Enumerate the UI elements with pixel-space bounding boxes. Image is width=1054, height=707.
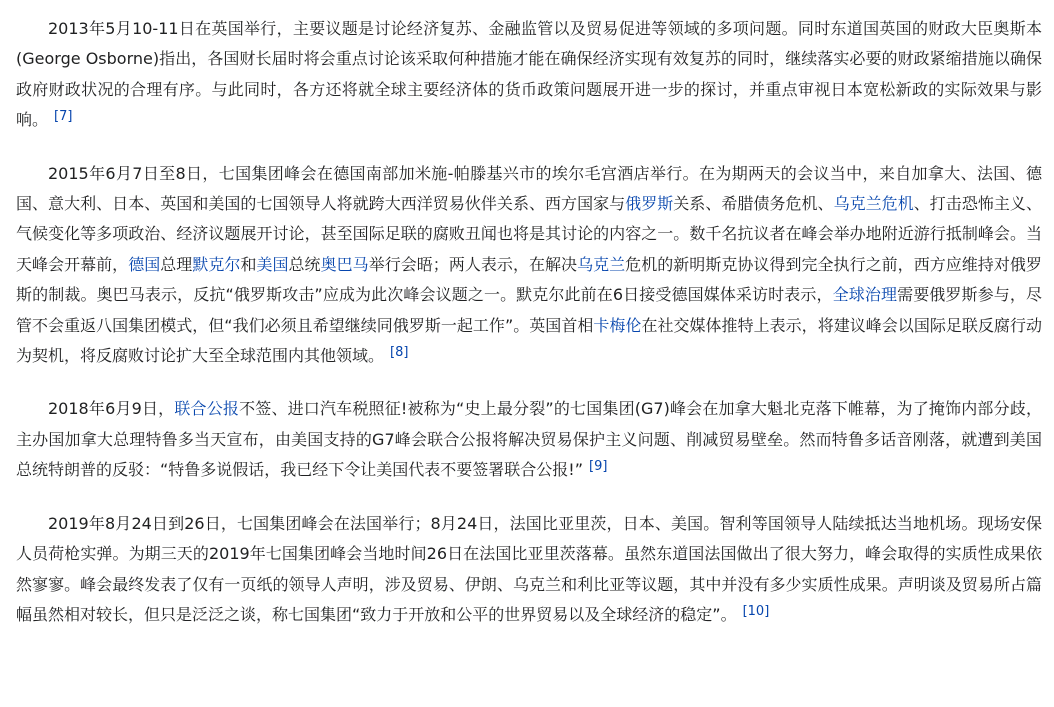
text-segment: 关系、希腊债务危机、 <box>673 194 834 214</box>
text-segment: 在社交媒体推特上表示，将建议峰会以国际足联反腐行动为契机，将反腐败讨论扩大至全球范围内其他领域。 <box>16 315 1042 366</box>
link-usa[interactable]: 美国 <box>256 254 289 274</box>
citation-link-8[interactable]: [8] <box>390 345 409 361</box>
text-segment: 和 <box>240 254 257 274</box>
text-segment: 总理 <box>160 254 193 274</box>
text-segment: 需要俄罗斯参与，尽管不会重返八国集团模式，但“我们必须且希望继续同俄罗斯一起工作”。英国首相 <box>16 285 1042 335</box>
text-segment: 不签、进口汽车税照征!被称为“史上最分裂”的七国集团(G7)峰会在加拿大魁北克落下帷幕，为了掩饰内部分歧，主办国加拿大总理特鲁多当天宣布，由美国支持的G7峰会联合公报将解决贸易保护主义问题、削减贸易壁垒。然而特鲁多话音刚落，就遭到美国总统特朗普的反驳：“特鲁多说假话，我已经下令让美国代表不要签署联合公报!” <box>16 399 1042 480</box>
link-merkel[interactable]: 默克尔 <box>192 254 241 274</box>
text-segment: 2015年6月7日至8日，七国集团峰会在德国南部加米施-帕滕基兴市的埃尔毛宫酒店举行。在为期两天的会议当中，来自加拿大、法国、德国、意大利、日本、英国和美国的七国领导人将就跨大西洋贸易伙伴关系、西方国家与 <box>16 163 1042 214</box>
link-ukraine-crisis[interactable]: 乌克兰危机 <box>833 194 914 214</box>
link-obama[interactable]: 奥巴马 <box>320 254 369 274</box>
paragraph-2013-summit <box>16 14 1042 136</box>
text-segment: 2018年6月9日， <box>48 399 175 419</box>
text-segment: 危机的新明斯克协议得到完全执行之前，西方应维持对俄罗斯的制裁。奥巴马表示，反抗“俄罗斯攻击”应成为此次峰会议题之一。默克尔此前在6日接受德国媒体采访时表示， <box>16 254 1042 305</box>
text-segment: 、打击恐怖主义、气候变化等多项政治、经济议题展开讨论，甚至国际足联的腐败丑闻也将是其讨论的内容之一。数千名抗议者在峰会举办地附近游行抵制峰会。当天峰会开幕前， <box>16 194 1042 274</box>
link-global-governance[interactable]: 全球治理 <box>832 285 898 305</box>
link-germany[interactable]: 德国 <box>128 254 161 274</box>
text-segment: 总统 <box>288 254 321 274</box>
paragraph-2015-summit <box>16 159 1042 372</box>
paragraph-2019-summit <box>16 509 1042 631</box>
text-segment: 2019年8月24日到26日，七国集团峰会在法国举行；8月24日，法国比亚里茨，日本、美国。智利等国领导人陆续抵达当地机场。现场安保人员荷枪实弹。为期三天的2019年七国集团峰会当地时间26日在法国比亚里茨落幕。虽然东道国法国做出了很大努力，峰会取得的实质性成果依然寥寥。峰会最终发表了仅有一页纸的领导人声明，涉及贸易、伊朗、乌克兰和利比亚等议题，其中并没有多少实质性成果。声明谈及贸易所占篇幅虽然相对较长，但只是泛泛之谈，称七国集团“致力于开放和公平的世界贸易以及全球经济的稳定”。 <box>16 513 1042 624</box>
text-segment: 举行会晤；两人表示，在解决 <box>368 254 578 274</box>
link-ukraine[interactable]: 乌克兰 <box>577 254 626 274</box>
citation-link-9[interactable]: [9] <box>589 459 608 475</box>
paragraph-2018-summit <box>16 394 1042 485</box>
link-russia[interactable]: 俄罗斯 <box>625 194 674 214</box>
text-segment: 2013年5月10-11日在英国举行，主要议题是讨论经济复苏、金融监管以及贸易促进等领域的多项问题。同时东道国英国的财政大臣奥斯本(George Osborne)指出，各国财长届时将会重点讨论该采取何种措施才能在确保经济实现有效复苏的同时，继续落实必要的财政紧缩措施以确保政府财政状况的合理有序。与此同时，各方还将就全球主要经济体的货币政策问题展开进一步的探讨，并重点审视日本宽松新政的实际效果与影响。 <box>16 19 1042 130</box>
link-joint-communique[interactable]: 联合公报 <box>174 399 240 419</box>
citation-link-10[interactable]: [10] <box>742 603 770 619</box>
link-cameron[interactable]: 卡梅伦 <box>593 315 642 335</box>
citation-link-7[interactable]: [7] <box>54 109 73 125</box>
